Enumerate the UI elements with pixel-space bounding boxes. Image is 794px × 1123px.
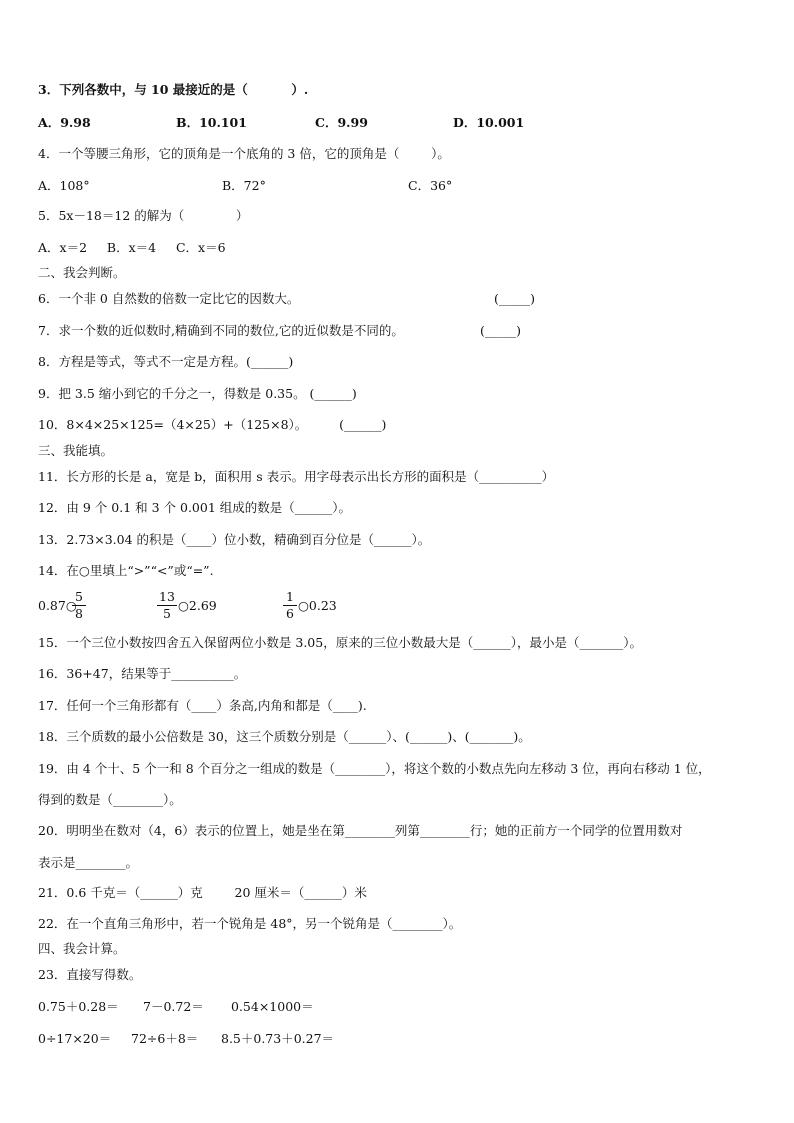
fraction-numerator: 5	[75, 589, 83, 604]
question-19-line-2: 得到的数是（________）。	[38, 792, 182, 807]
q4-option-a: A．108°	[38, 178, 90, 193]
q5-options: A．x＝2 B．x＝4 C．x＝6	[38, 240, 226, 255]
calc-item: 7－0.72＝	[143, 999, 204, 1014]
q14-item-b-fraction	[157, 590, 177, 621]
question-13: 13．2.73×3.04 的积是（____）位小数，精确到百分位是（______）。	[38, 532, 431, 547]
q14-item-c-fraction	[283, 590, 297, 621]
question-19-line-1: 19．由 4 个十、5 个一和 8 个百分之一组成的数是（________），将这个数的小数点先向左移动 3 位，再向右移动 1 位，	[38, 761, 711, 776]
question-23: 23．直接写得数。	[38, 967, 142, 982]
question-22: 22．在一个直角三角形中，若一个锐角是 48°，另一个锐角是（________）。	[38, 916, 462, 931]
fraction-numerator: 13	[159, 589, 175, 604]
question-6: 6．一个非 0 自然数的倍数一定比它的因数大。	[38, 291, 300, 306]
question-4: 4．一个等腰三角形，它的顶角是一个底角的 3 倍，它的顶角是（ ）。	[38, 146, 450, 161]
question-11: 11．长方形的长是 a，宽是 b，面积用 s 表示。用字母表示出长方形的面积是（__________）	[38, 469, 555, 484]
question-20-line-2: 表示是________。	[38, 855, 139, 870]
q6-answer-blank: (_____)	[494, 291, 536, 306]
q7-answer-blank: (_____)	[480, 323, 522, 338]
question-9: 9．把 3.5 缩小到它的千分之一，得数是 0.35。 (______)	[38, 386, 357, 401]
question-10: 10．8×4×25×125=（4×25）+（125×8）。 (______)	[38, 417, 387, 432]
section-2-heading: 二、我会判断。	[38, 265, 126, 280]
q14-item-c-right: ○0.23	[298, 598, 337, 613]
calc-item: 0.54×1000＝	[231, 999, 314, 1014]
fraction-denominator: 8	[75, 606, 83, 621]
fraction-numerator: 1	[286, 589, 294, 604]
q3-option-a: A．9.98	[38, 115, 91, 130]
question-12: 12．由 9 个 0.1 和 3 个 0.001 组成的数是（______）。	[38, 500, 352, 515]
fraction-denominator: 6	[286, 606, 294, 621]
question-18: 18．三个质数的最小公倍数是 30，这三个质数分别是（______）、(______)、(_______)。	[38, 729, 531, 744]
question-7: 7．求一个数的近似数时,精确到不同的数位,它的近似数是不同的。	[38, 323, 404, 338]
q3-option-d: D．10.001	[453, 115, 525, 130]
section-3-heading: 三、我能填。	[38, 443, 114, 458]
question-3: 3．下列各数中，与 10 最接近的是（ ）.	[38, 82, 309, 97]
question-20-line-1: 20．明明坐在数对（4，6）表示的位置上，她是坐在第________列第________行；她的正前方一个同学的位置用数对	[38, 823, 683, 838]
q14-item-b-right: ○2.69	[178, 598, 217, 613]
calc-item: 0.75＋0.28＝	[38, 999, 119, 1014]
question-17: 17．任何一个三角形都有（____）条高,内角和都是（____).	[38, 698, 367, 713]
fraction-denominator: 5	[163, 606, 171, 621]
q14-item-a-fraction	[72, 590, 86, 621]
question-15: 15．一个三位小数按四舍五入保留两位小数是 3.05，原来的三位小数最大是（______），最小是（_______）。	[38, 635, 642, 650]
q4-option-c: C．36°	[408, 178, 453, 193]
question-14: 14．在○里填上“>”“<”或“=”.	[38, 563, 214, 578]
calc-item: 8.5＋0.73＋0.27＝	[221, 1031, 335, 1046]
question-16: 16．36+47，结果等于__________。	[38, 666, 247, 681]
q3-option-b: B．10.101	[176, 115, 247, 130]
question-21: 21．0.6 千克＝（______）克 20 厘米＝（______）米	[38, 885, 367, 900]
question-5: 5．5x－18＝12 的解为（ ）	[38, 208, 249, 223]
q14-item-a-left: 0.87○	[38, 598, 77, 613]
calc-item: 0÷17×20＝	[38, 1031, 112, 1046]
q4-option-b: B．72°	[222, 178, 266, 193]
section-4-heading: 四、我会计算。	[38, 941, 126, 956]
question-8: 8．方程是等式，等式不一定是方程。(______)	[38, 354, 294, 369]
q3-option-c: C．9.99	[315, 115, 368, 130]
calc-item: 72÷6＋8＝	[131, 1031, 199, 1046]
